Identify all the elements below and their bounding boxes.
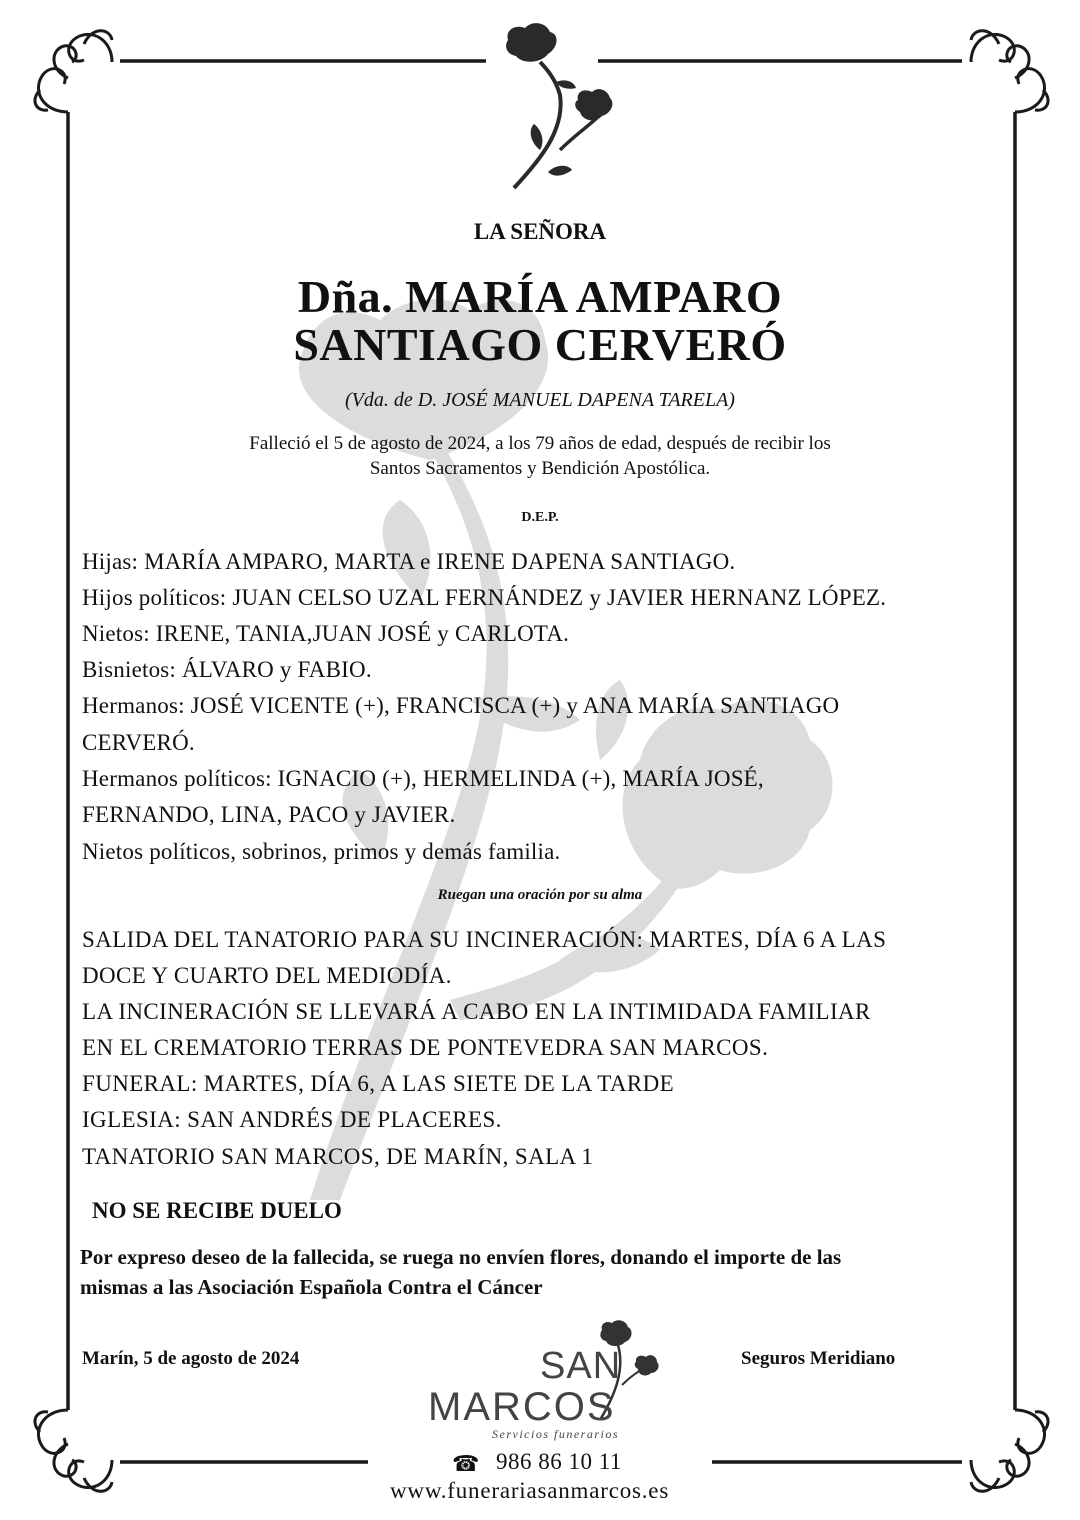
logo-word-marcos: MARCOS <box>428 1385 616 1429</box>
logo-word-san: SAN <box>540 1345 622 1387</box>
corner-ornament-top-left-icon <box>35 31 112 112</box>
top-flower-icon <box>506 23 612 188</box>
insurer-name: Seguros Meridiano <box>741 1348 896 1369</box>
service-line: EN EL CREMATORIO TERRAS DE PONTEVEDRA SAN MARCOS. <box>82 1035 769 1060</box>
phone-number[interactable]: 986 86 10 11 <box>496 1449 622 1474</box>
family-line: Hermanos: JOSÉ VICENTE (+), FRANCISCA (+) y ANA MARÍA SANTIAGO <box>82 693 840 718</box>
family-line: Hermanos políticos: IGNACIO (+), HERMELINDA (+), MARÍA JOSÉ, <box>82 766 764 791</box>
passed-away-line2: Santos Sacramentos y Bendición Apostólica. <box>369 458 711 479</box>
deceased-name-line2: SANTIAGO CERVERÓ <box>293 319 787 370</box>
family-line: Hijos políticos: JUAN CELSO UZAL FERNÁNDEZ y JAVIER HERNANZ LÓPEZ. <box>82 585 887 610</box>
family-line: CERVERÓ. <box>82 730 195 755</box>
no-condolences-notice: NO SE RECIBE DUELO <box>92 1198 342 1223</box>
prayer-request: Ruegan una oración por su alma <box>437 887 643 903</box>
passed-away-line1: Falleció el 5 de agosto de 2024, a los 79 años de edad, después de recibir los <box>249 433 831 454</box>
service-line: FUNERAL: MARTES, DÍA 6, A LAS SIETE DE LA TARDE <box>82 1071 675 1096</box>
wish-line2: mismas a las Asociación Española Contra el Cáncer <box>80 1275 543 1299</box>
heading-la-senora: LA SEÑORA <box>473 219 607 244</box>
family-line: Bisnietos: ÁLVARO y FABIO. <box>82 657 372 682</box>
family-line: Nietos políticos, sobrinos, primos y demás familia. <box>82 839 561 864</box>
service-line: IGLESIA: SAN ANDRÉS DE PLACERES. <box>82 1107 502 1132</box>
phone-icon: ☎ <box>452 1451 480 1476</box>
corner-ornament-bottom-right-icon <box>971 1410 1048 1491</box>
family-line: Nietos: IRENE, TANIA,JUAN JOSÉ y CARLOTA. <box>82 621 570 646</box>
rip-label: D.E.P. <box>521 510 559 525</box>
corner-ornament-top-right-icon <box>971 31 1048 112</box>
wish-line1: Por expreso deseo de la fallecida, se ruega no envíen flores, donando el importe de las <box>80 1245 842 1269</box>
family-line: Hijas: MARÍA AMPARO, MARTA e IRENE DAPENA SANTIAGO. <box>82 549 736 574</box>
website-link[interactable]: www.funerariasanmarcos.es <box>390 1478 670 1503</box>
service-line: LA INCINERACIÓN SE LLEVARÁ A CABO EN LA INTIMIDADA FAMILIAR <box>82 999 871 1024</box>
service-line: SALIDA DEL TANATORIO PARA SU INCINERACIÓN: MARTES, DÍA 6 A LAS <box>82 927 887 952</box>
logo-tagline: Servicios funerarios <box>492 1427 619 1441</box>
corner-ornament-bottom-left-icon <box>35 1410 112 1491</box>
deceased-name-line1: Dña. MARÍA AMPARO <box>297 271 783 322</box>
service-line: TANATORIO SAN MARCOS, DE MARÍN, SALA 1 <box>82 1144 594 1169</box>
place-and-date: Marín, 5 de agosto de 2024 <box>82 1348 300 1369</box>
service-line: DOCE Y CUARTO DEL MEDIODÍA. <box>82 963 452 988</box>
passed-away-text <box>0 431 1080 481</box>
widow-of: (Vda. de D. JOSÉ MANUEL DAPENA TARELA) <box>345 389 735 411</box>
family-line: FERNANDO, LINA, PACO y JAVIER. <box>82 802 456 827</box>
